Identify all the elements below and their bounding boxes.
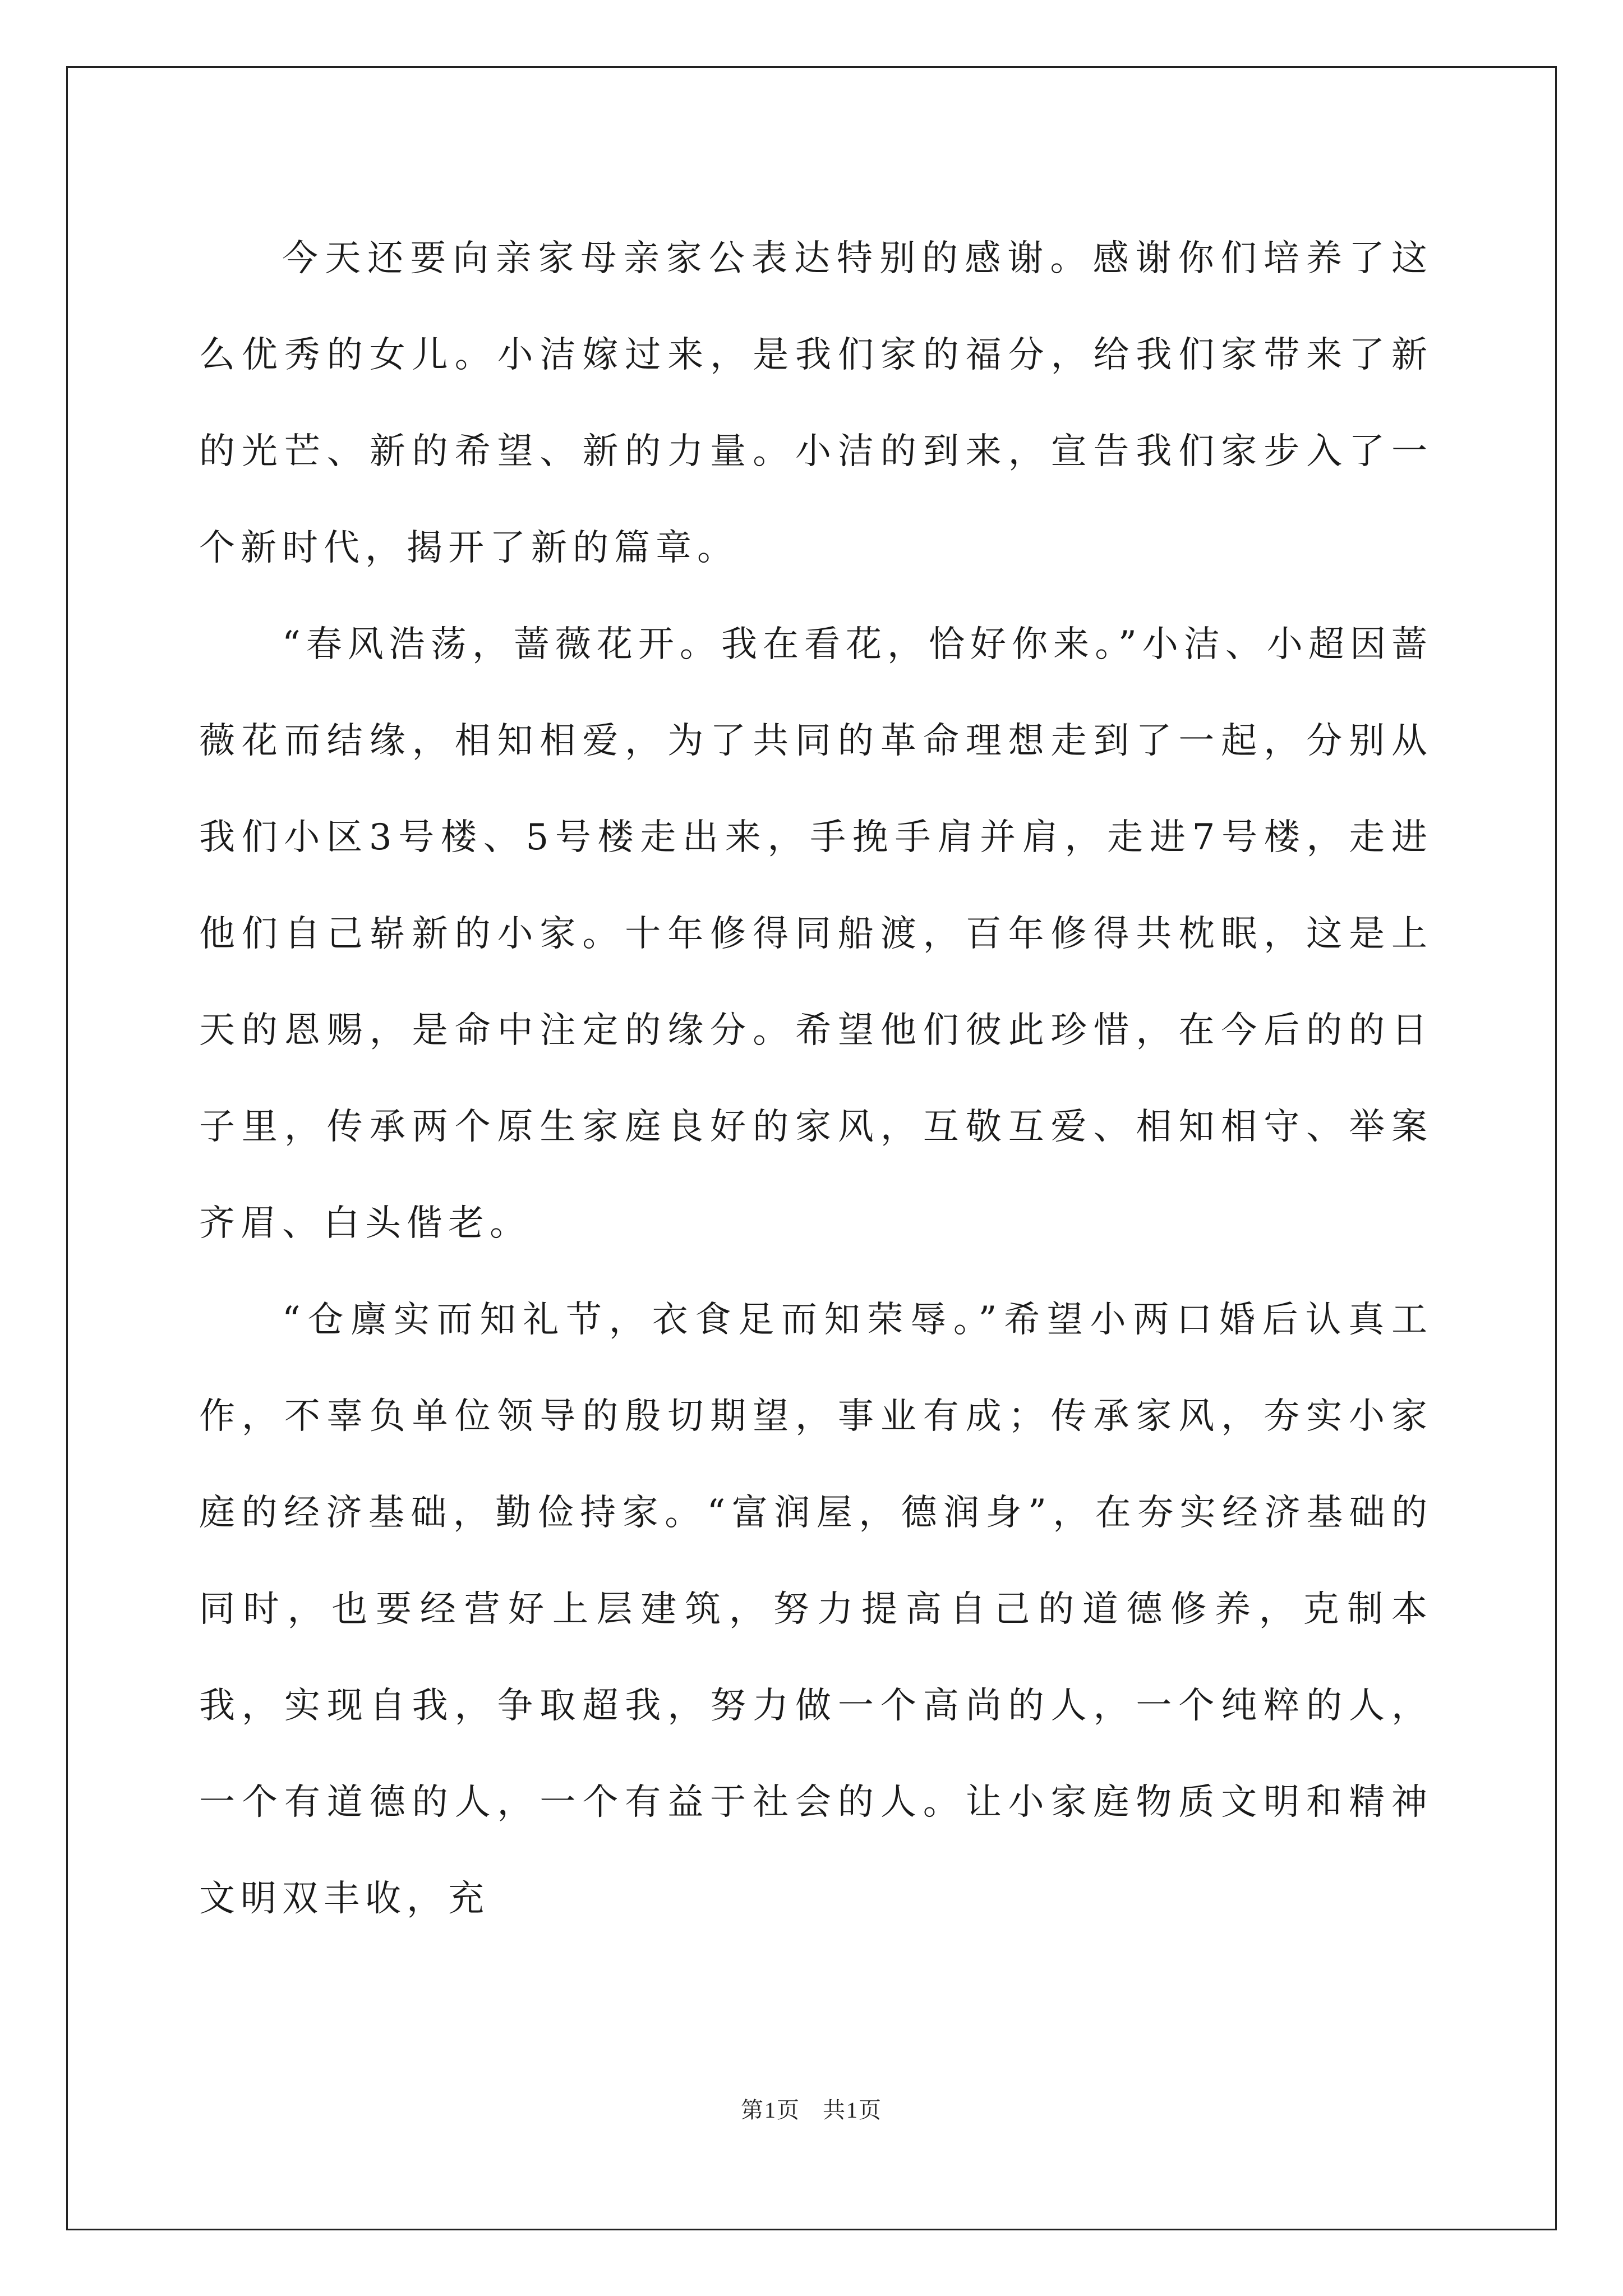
paragraph: 今天还要向亲家母亲家公表达特别的感谢。感谢你们培养了这么优秀的女儿。小洁嫁过来，是我们家的福分，给我们家带来了新的光芒、新的希望、新的力量。小洁的到来，宣告我们家步入了一个新时代，揭开了新的篇章。 (199, 238, 1433, 569)
page-number: 第1页 (741, 2097, 800, 2123)
page-footer (0, 2092, 1623, 2124)
paragraph: “春风浩荡，蔷薇花开。我在看花，恰好你来。”小洁、小超因蔷薇花而结缘，相知相爱，为了共同的革命理想走到了一起，分别从我们小区3号楼、5号楼走出来，手挽手肩并肩，走进7号楼，走进他们自己崭新的小家。十年修得同船渡，百年修得共枕眠，这是上天的恩赐，是命中注定的缘分。希望他们彼此珍惜，在今后的的日子里，传承两个原生家庭良好的家风，互敬互爱、相知相守、举案齐眉、白头偕老。 (199, 624, 1433, 1244)
document-body (199, 210, 1433, 1947)
paragraph: “仓廪实而知礼节，衣食足而知荣辱。”希望小两口婚后认真工作，不辜负单位领导的殷切期望，事业有成；传承家风，夯实小家庭的经济基础，勤俭持家。“富润屋，德润身”，在夯实经济基础的同时，也要经营好上层建筑，努力提高自己的道德修养，克制本我，实现自我，争取超我，努力做一个高尚的人，一个纯粹的人，一个有道德的人，一个有益于社会的人。让小家庭物质文明和精神文明双丰收，充 (199, 1299, 1433, 1920)
page-total: 共1页 (823, 2097, 882, 2123)
